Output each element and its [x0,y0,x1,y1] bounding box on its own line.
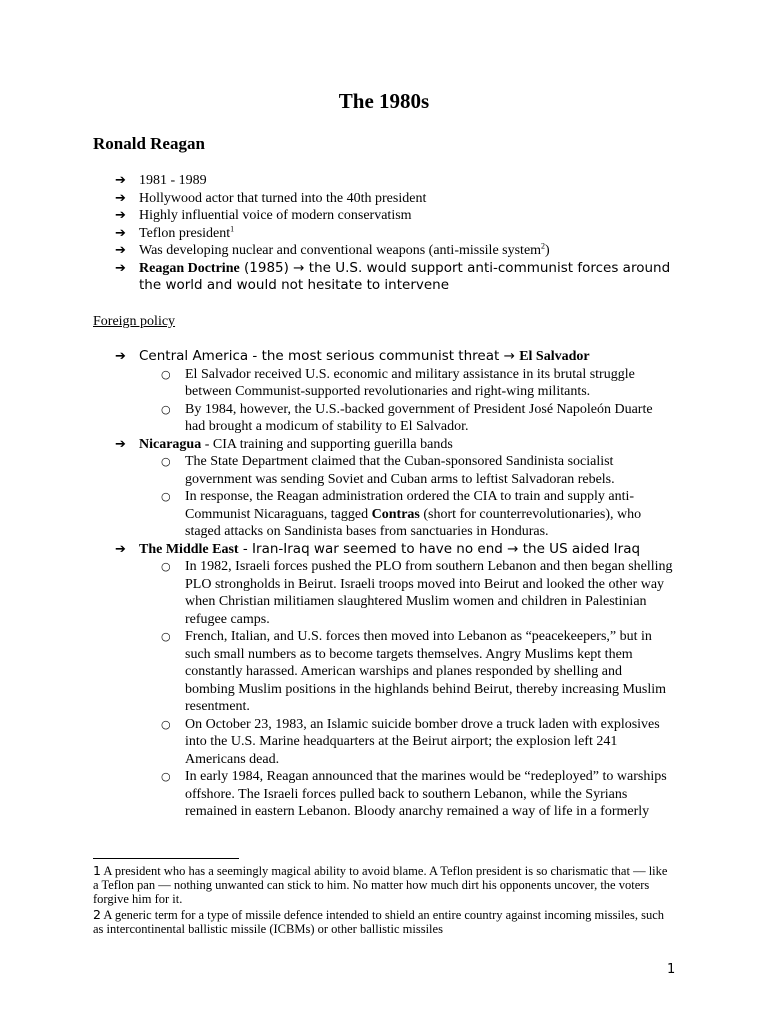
arrow-bullet-icon: ➔ [115,173,126,188]
list-item: ➔ Hollywood actor that turned into the 40th president [115,190,427,206]
circle-bullet-icon: ○ [161,490,171,503]
circle-bullet-icon: ○ [161,770,171,783]
foreign-policy-list [0,348,675,821]
footnote-ref[interactable]: 1 [230,223,235,233]
arrow-bullet-icon: ➔ [115,436,126,452]
footnote-2: 2 A generic term for a type of missile defence intended to shield an entire country against incoming missiles, such as intercontinental ballistic missile (ICBMs) or other ballistic missiles [93,907,664,936]
circle-bullet-icon: ○ [161,402,171,416]
sublist [139,366,675,436]
section-heading: Ronald Reagan [93,134,205,153]
sub-list-item: ○ In early 1984, Reagan announced that the marines would be “redeployed” to warships offshore. The Israeli forces pulled back to southern Lebanon, while the Syrians remained in eastern Lebanon. Bloody anarchy remained a way of life in a formerly [161,769,667,819]
list-item-nicaragua: ➔ Nicaragua - CIA training and supporting guerilla bands ○ The State Department claimed that the Cuban-sponsored Sandinista socialist government was sending Soviet and Cuban arms to leftist Salvadoran rebels. ○ In response, the Reagan administration ordered the CIA to train and supply anti-Communist Nicaraguans, tagged Contras (short for counterrevolutionaries), who staged attacks on Sandinista bases from sanctuaries in Honduras. [0,436,675,541]
circle-bullet-icon: ○ [161,717,171,731]
page-number: 1 [667,962,676,977]
arrow-bullet-icon: ➔ [115,190,126,206]
list-item: ➔ Was developing nuclear and conventional weapons (anti-missile system$^2$) [115,241,550,258]
sublist [139,558,675,821]
sub-list-item: ○ In 1982, Israeli forces pushed the PLO from southern Lebanon and then began shelling PLO strongholds in Beirut. Israeli troops moved into Beirut and looked the other way when Christian militiamen slaughtered Muslim women and children in Palestinian refugee camps. [161,559,673,627]
sub-list-item: ○ By 1984, however, the U.S.-backed government of President José Napoleón Duarte had brought a modicum of stability to El Salvador. [161,401,653,434]
sub-list-item: ○ On October 23, 1983, an Islamic suicide bomber drove a truck laden with explosives into the U.S. Marine headquarters at the Beirut airport; the explosion left 241 Americans dead. [161,716,660,767]
circle-bullet-icon: ○ [161,367,171,381]
sub-list-item: ○ French, Italian, and U.S. forces then moved into Lebanon as “peacekeepers,” but in such small numbers as to become targets themselves. Angry Muslims kept them constantly harassed. American warships and planes responded by shelling and bombing Muslim positions in the highlands behind Beirut, thereby increasing Muslim resentment. [161,629,667,714]
list-item: ➔ 1981 - 1989 [115,173,207,188]
footnote-divider [93,858,239,859]
foreign-policy-heading: Foreign policy [93,314,176,329]
sub-list-item: ○ The State Department claimed that the Cuban-sponsored Sandinista socialist government was sending Soviet and Cuban arms to leftist Salvadoran rebels. [161,454,615,487]
sub-list-item: ○ El Salvador received U.S. economic and military assistance in its brutal struggle between Communist-supported revolutionaries and right-wing militants. [161,366,635,399]
circle-bullet-icon: ○ [161,455,171,468]
arrow-bullet-icon: ➔ [115,349,126,364]
list-item: ➔ Reagan Doctrine (1985) → the U.S. would support anti-communist forces around the world and would not hesitate to intervene [115,259,671,293]
sublist [139,453,675,541]
circle-bullet-icon: ○ [161,630,171,643]
arrow-bullet-icon: ➔ [115,243,126,258]
list-item: ➔ Teflon president$^1$ [115,223,235,241]
arrow-bullet-icon: ➔ [115,260,126,276]
footnote-1: 1 A president who has a seemingly magical ability to avoid blame. A Teflon president is so charismatic that — like a Teflon pan — nothing unwanted can stick to him. No matter how much dirt his opponents uncover, the voters forgive him for it. [93,863,668,906]
arrow-bullet-icon: ➔ [115,541,126,557]
footnote-ref[interactable]: 2 [541,241,546,251]
list-item: ➔ Highly influential voice of modern conservatism [115,208,412,223]
circle-bullet-icon: ○ [161,560,171,573]
reagan-list [0,172,675,295]
list-item-central-america: ➔ Central America - the most serious communist threat → El Salvador ○ El Salvador received U.S. economic and military assistance in its brutal struggle between Communist-supported revolutionaries and right-wing militants. ○ By 1984, however, the U.S.-backed government of President José Napoleón Duarte had brought a modicum of stability to El Salvador. [0,348,675,436]
arrow-bullet-icon: ➔ [115,208,126,223]
list-item-middle-east: ➔ The Middle East - Iran-Iraq war seemed to have no end → the US aided Iraq ○ In 1982, Israeli forces pushed the PLO from southern Lebanon and then began shelling PLO strongholds in Beirut. Israeli troops moved into Beirut and looked the other way when Christian militiamen slaughtered Muslim women and children in Palestinian refugee camps. ○ French, Italian, and U.S. forces then moved into Lebanon as “peacekeepers,” but in such small numbers as to become targets themselves. Angry Muslims kept them constantly harassed. American warships and planes responded by shelling and bombing Muslim positions in the highlands behind Beirut, thereby increasing Muslim resentment. ○ On October 23, 1983, an Islamic suicide bomber drove a truck laden with explosives into the U.S. Marine headquarters at the Beirut airport; the explosion left 241 Americans dead. ○ In early 1984, Reagan announced that the marines would be “redeployed” to warships offshore. The Israeli forces pulled back to southern Lebanon, while the Syrians remained in eastern Lebanon. Bloody anarchy remained a way of life in a formerly [0,541,675,821]
sub-list-item: ○ In response, the Reagan administration ordered the CIA to train and supply anti-Communist Nicaraguans, tagged Contras (short for counterrevolutionaries), who staged attacks on Sandinista bases from sanctuaries in Honduras. [161,489,642,539]
arrow-bullet-icon: ➔ [115,225,126,241]
page-title: The 1980s [338,89,430,113]
